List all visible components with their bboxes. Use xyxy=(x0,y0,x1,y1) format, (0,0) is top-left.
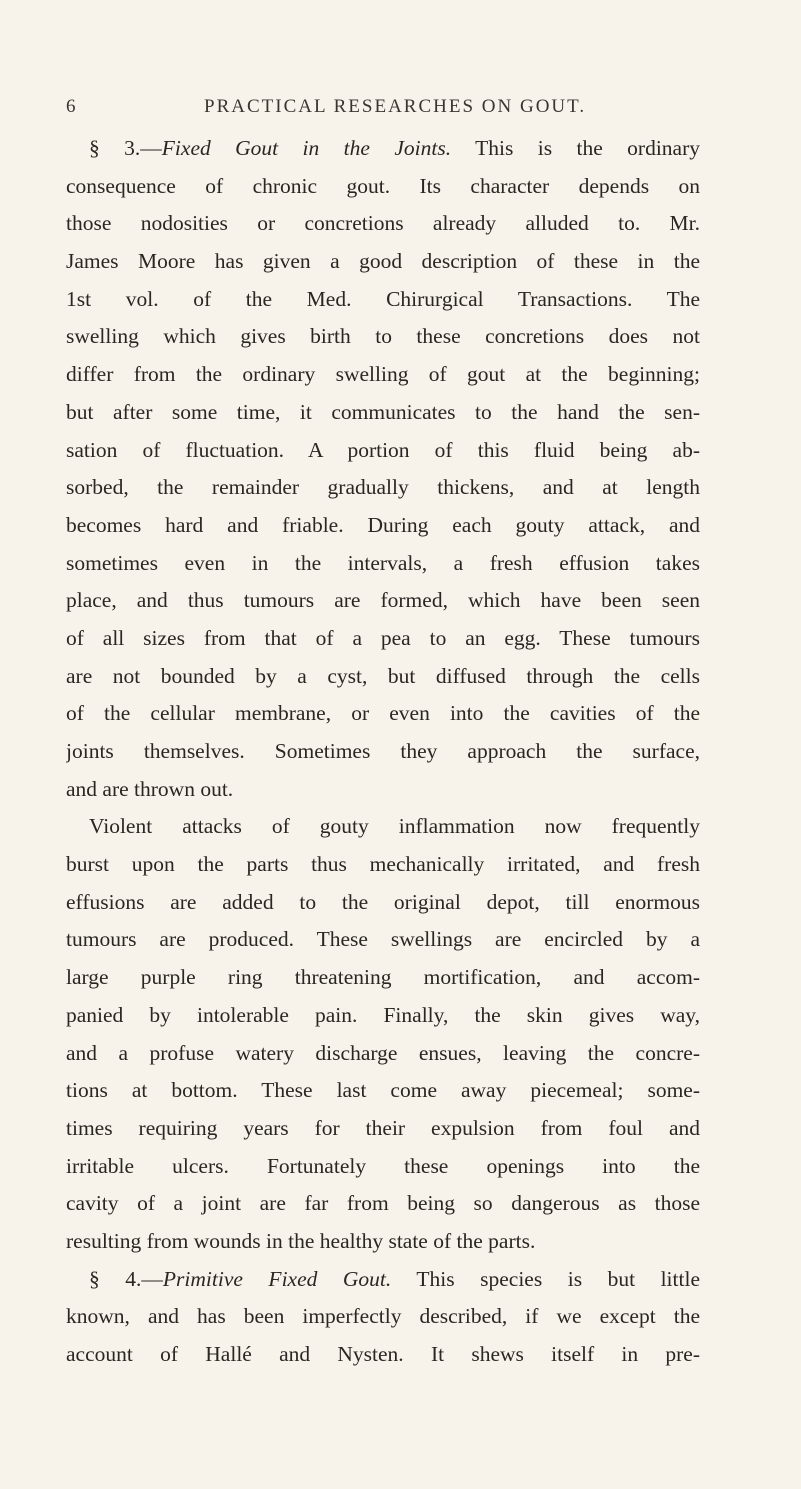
text-line: effusions are added to the original depot, till enormous xyxy=(66,889,700,914)
text-line: sometimes even in the intervals, a fresh effusion takes xyxy=(66,550,700,575)
text-line: panied by intolerable pain. Finally, the skin gives way, xyxy=(66,1002,700,1027)
text-line: of all sizes from that of a pea to an egg. These tumours xyxy=(66,625,700,650)
body-text xyxy=(66,130,700,1374)
text-line: and a profuse watery discharge ensues, leaving the concre- xyxy=(66,1040,700,1065)
text-line: differ from the ordinary swelling of gout at the beginning; xyxy=(66,362,700,387)
text-line: Violent attacks of gouty inflammation now frequently xyxy=(89,814,700,839)
text-line: sorbed, the remainder gradually thickens, and at length xyxy=(66,475,700,500)
text-line: cavity of a joint are far from being so dangerous as those xyxy=(66,1191,700,1216)
text-line: large purple ring threatening mortification, and accom- xyxy=(66,965,700,990)
text-line: irritable ulcers. Fortunately these openings into the xyxy=(66,1153,700,1178)
text-fragment: This species is but little xyxy=(391,1266,700,1291)
section-heading-line xyxy=(66,1261,700,1299)
text-line: swelling which gives birth to these concretions does not xyxy=(66,324,700,349)
text-line: consequence of chronic gout. Its character depends on xyxy=(66,173,700,198)
text-line: James Moore has given a good description of these in the xyxy=(66,249,700,274)
text-line: sation of fluctuation. A portion of this fluid being ab- xyxy=(66,437,700,462)
text-fragment: This is the ordinary xyxy=(451,136,700,160)
running-head xyxy=(66,96,700,122)
page-number: 6 xyxy=(66,96,78,117)
text-line: joints themselves. Sometimes they approach the surface, xyxy=(66,739,700,763)
text-line: 1st vol. of the Med. Chirurgical Transactions. The xyxy=(66,286,700,311)
text-line: place, and thus tumours are formed, which have been seen xyxy=(66,588,700,613)
running-title: PRACTICAL RESEARCHES ON GOUT. xyxy=(204,96,587,117)
section-title: Primitive Fixed Gout. xyxy=(162,1266,392,1291)
text-line: and are thrown out. xyxy=(66,776,234,801)
text-line: of the cellular membrane, or even into the cavities of the xyxy=(66,701,700,726)
text-line: times requiring years for their expulsion from foul and xyxy=(66,1115,700,1140)
text-line: account of Hallé and Nysten. It shews itself in pre- xyxy=(66,1342,700,1366)
section-heading-line xyxy=(66,130,700,168)
text-line: resulting from wounds in the healthy state of the parts. xyxy=(66,1228,536,1253)
text-line: tions at bottom. These last come away piecemeal; some- xyxy=(66,1078,700,1103)
section-number: § 3.— xyxy=(89,136,162,160)
text-line: known, and has been imperfectly described, if we except the xyxy=(66,1304,700,1329)
text-line: burst upon the parts thus mechanically irritated, and fresh xyxy=(66,852,700,877)
text-line: tumours are produced. These swellings are encircled by a xyxy=(66,927,700,952)
text-line: are not bounded by a cyst, but diffused through the cells xyxy=(66,663,700,688)
text-line: becomes hard and friable. During each gouty attack, and xyxy=(66,512,700,537)
text-line: but after some time, it communicates to the hand the sen- xyxy=(66,399,700,424)
section-title: Fixed Gout in the Joints. xyxy=(161,136,452,160)
section-number: § 4.— xyxy=(89,1266,163,1291)
text-line: those nodosities or concretions already alluded to. Mr. xyxy=(66,211,700,236)
